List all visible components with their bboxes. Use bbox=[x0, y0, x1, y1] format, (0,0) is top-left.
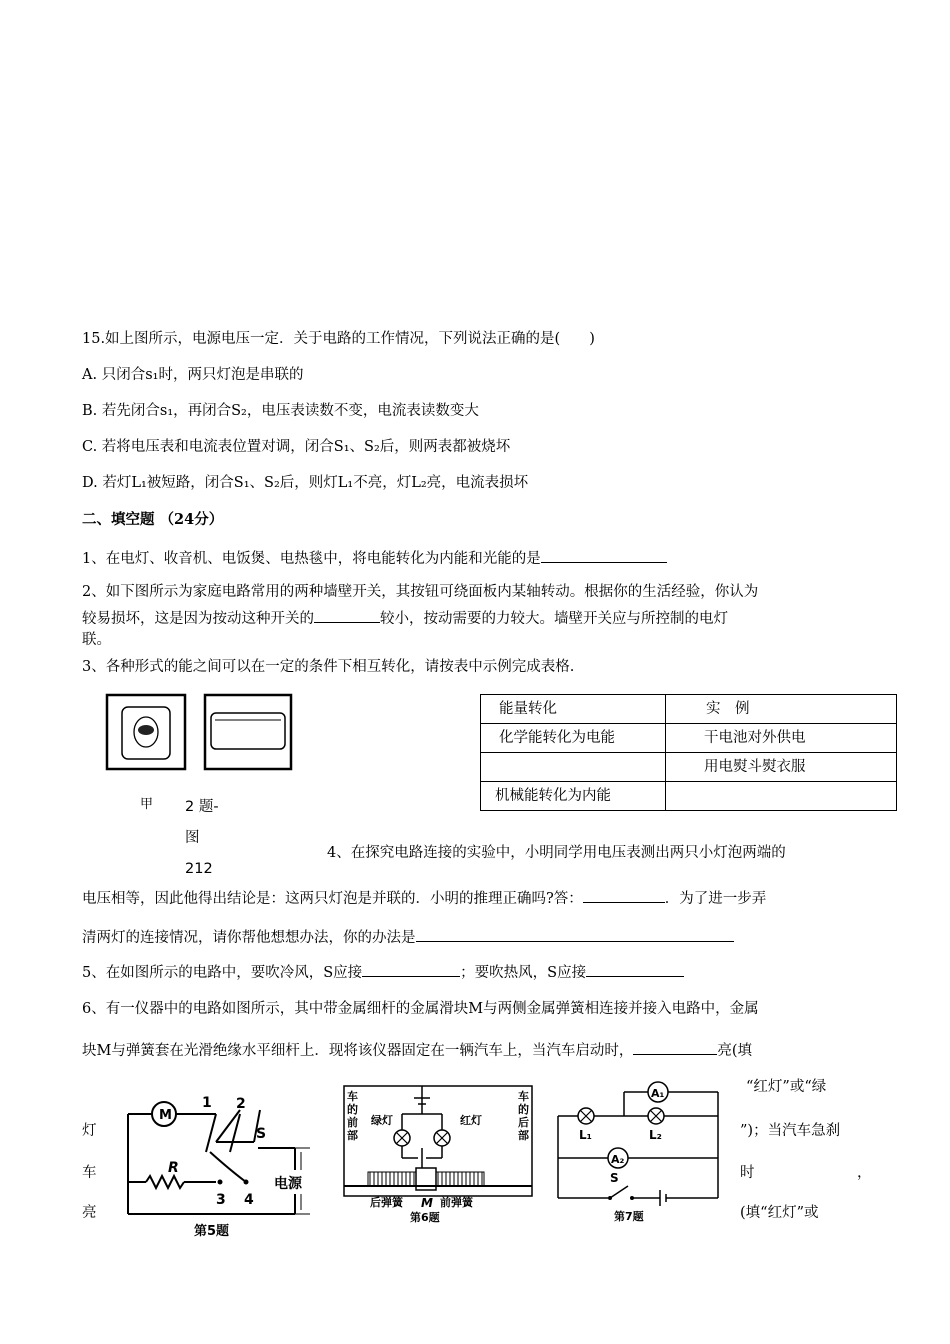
q1-blank[interactable] bbox=[541, 546, 667, 563]
fig7-caption: 第7题 bbox=[614, 1210, 644, 1223]
fig5-r: R bbox=[168, 1160, 179, 1176]
fig6-front-spring: 前弹簧 bbox=[440, 1196, 473, 1209]
table-row bbox=[481, 695, 897, 724]
fig6-right-2: 的 bbox=[518, 1103, 529, 1116]
q4-line3 bbox=[82, 925, 734, 948]
q15-option-d: D. 若灯L₁被短路，闭合S₁、S₂后，则灯L₁不亮，灯L₂亮，电流表损坏 bbox=[82, 475, 529, 491]
energy-table bbox=[480, 694, 897, 811]
fig7-l1: L₁ bbox=[579, 1128, 592, 1142]
fig5-n4: 4 bbox=[244, 1192, 254, 1208]
q6-line2 bbox=[82, 1038, 752, 1061]
table-cell: 干电池对外供电 bbox=[666, 724, 897, 753]
q6-left-2: 车 bbox=[82, 1165, 97, 1181]
q6-blank-start[interactable] bbox=[633, 1038, 717, 1055]
fig6-circuit bbox=[338, 1080, 538, 1230]
fig2-caption-2: 图 bbox=[185, 830, 200, 846]
q4-line2 bbox=[82, 886, 766, 909]
q6-right-3a: 时 bbox=[740, 1165, 755, 1181]
q15-stem: 15.如上图所示，电源电压一定．关于电路的工作情况，下列说法正确的是( ) bbox=[82, 331, 595, 347]
section-title: 二、填空题 （24分） bbox=[82, 511, 224, 528]
q5-a: 5、在如图所示的电路中，要吹冷风，S应接 bbox=[82, 965, 363, 981]
q6-right-1: “红灯”或“绿 bbox=[746, 1079, 827, 1095]
fig6-red: 红灯 bbox=[460, 1114, 482, 1127]
q3-text: 3、各种形式的能之间可以在一定的条件下相互转化，请按表中示例完成表格. bbox=[82, 659, 575, 675]
fig6-right-4: 部 bbox=[518, 1129, 529, 1142]
fig5-circuit bbox=[120, 1090, 320, 1240]
fig6-right-3: 后 bbox=[518, 1116, 529, 1129]
table-cell: 能量转化 bbox=[481, 695, 666, 724]
q6-right-2: ”)；当汽车急刹 bbox=[740, 1123, 841, 1139]
fig6-m: M bbox=[421, 1196, 433, 1210]
table-cell: 化学能转化为电能 bbox=[481, 724, 666, 753]
fig5-n1: 1 bbox=[202, 1095, 212, 1111]
q6-right-4: (填“红灯”或 bbox=[740, 1205, 819, 1221]
q5 bbox=[82, 960, 684, 983]
fig5-s: S bbox=[256, 1126, 267, 1142]
q2-line2a: 较易损坏，这是因为按动这种开关的 bbox=[82, 611, 314, 627]
table-cell: 实 例 bbox=[666, 695, 897, 724]
q15-option-b: B. 若先闭合s₁，再闭合S₂，电压表读数不变，电流表读数变大 bbox=[82, 403, 479, 419]
fig2-caption-1: 2 题- bbox=[185, 799, 219, 815]
fig2-caption-3: 212 bbox=[185, 861, 213, 877]
q6-line1: 6、有一仪器中的电路如图所示，其中带金属细杆的金属滑块M与两侧金属弹簧相连接并接入电路中，金属 bbox=[82, 1001, 759, 1017]
table-row bbox=[481, 753, 897, 782]
q4-line1: 4、在探究电路连接的实验中，小明同学用电压表测出两只小灯泡两端的 bbox=[327, 845, 786, 861]
fig6-left-4: 部 bbox=[347, 1129, 358, 1142]
fig6-left-2: 的 bbox=[347, 1103, 358, 1116]
table-row bbox=[481, 724, 897, 753]
table-cell: 用电熨斗熨衣服 bbox=[666, 753, 897, 782]
fig6-green: 绿灯 bbox=[371, 1114, 393, 1127]
fig7-a2: A₂ bbox=[611, 1153, 625, 1166]
fig7-s: S bbox=[610, 1171, 619, 1185]
fig6-caption: 第6题 bbox=[410, 1211, 440, 1224]
q5-b: ；要吹热风，S应接 bbox=[460, 965, 587, 981]
fig6-right-1: 车 bbox=[518, 1090, 529, 1103]
table-cell[interactable] bbox=[481, 753, 666, 782]
fig7-circuit bbox=[548, 1076, 728, 1226]
table-cell: 机械能转化为内能 bbox=[481, 782, 666, 811]
fig5-power: 电源 bbox=[274, 1176, 302, 1192]
q6-line2a: 块M与弹簧套在光滑绝缘水平细杆上．现将该仪器固定在一辆汽车上，当汽车启动时， bbox=[82, 1043, 634, 1059]
table-cell[interactable] bbox=[666, 782, 897, 811]
q6-left-1: 灯 bbox=[82, 1123, 97, 1139]
q4-line2b: ．为了进一步弄 bbox=[664, 891, 767, 907]
q2-line3: 联。 bbox=[82, 632, 111, 648]
q6-right-3b: ， bbox=[857, 1165, 872, 1181]
fig5-n2: 2 bbox=[236, 1096, 246, 1112]
fig6-left-1: 车 bbox=[347, 1090, 358, 1103]
fig7-l2: L₂ bbox=[649, 1128, 662, 1142]
q1-text: 1、在电灯、收音机、电饭煲、电热毯中，将电能转化为内能和光能的是 bbox=[82, 551, 541, 567]
q2-line2b: 较小，按动需要的力较大。墙壁开关应与所控制的电灯 bbox=[380, 611, 728, 627]
q15-option-a: A. 只闭合s₁时，两只灯泡是串联的 bbox=[82, 367, 304, 383]
q2-line1: 2、如下图所示为家庭电路常用的两种墙壁开关，其按钮可绕面板内某轴转动。根据你的生活经验，你认为 bbox=[82, 584, 759, 600]
q4-blank-method[interactable] bbox=[416, 925, 734, 942]
table-row bbox=[481, 782, 897, 811]
q6-left-3: 亮 bbox=[82, 1205, 97, 1221]
fig2-switches bbox=[105, 693, 295, 773]
fig5-n3: 3 bbox=[216, 1192, 226, 1208]
q4-line2a: 电压相等，因此他得出结论是：这两只灯泡是并联的．小明的推理正确吗?答： bbox=[82, 891, 583, 907]
q15-option-c: C. 若将电压表和电流表位置对调，闭合S₁、S₂后，则两表都被烧坏 bbox=[82, 439, 511, 455]
fig7-a1: A₁ bbox=[651, 1087, 665, 1100]
q2-blank[interactable] bbox=[314, 606, 380, 623]
fig6-back-spring: 后弹簧 bbox=[370, 1196, 403, 1209]
q4-blank-answer[interactable] bbox=[583, 886, 665, 903]
q6-line2b: 亮(填 bbox=[717, 1043, 753, 1059]
q4-line3-text: 清两灯的连接情况，请你帮他想想办法，你的办法是 bbox=[82, 930, 416, 946]
q2-line2 bbox=[82, 606, 728, 629]
fig5-caption: 第5题 bbox=[194, 1224, 230, 1239]
fig2-label-jia: 甲 bbox=[140, 797, 154, 812]
q5-blank-cold[interactable] bbox=[362, 960, 460, 977]
q5-blank-hot[interactable] bbox=[586, 960, 684, 977]
fig6-left-3: 前 bbox=[347, 1116, 358, 1129]
fig5-m: M bbox=[159, 1108, 172, 1123]
q1 bbox=[82, 546, 667, 569]
